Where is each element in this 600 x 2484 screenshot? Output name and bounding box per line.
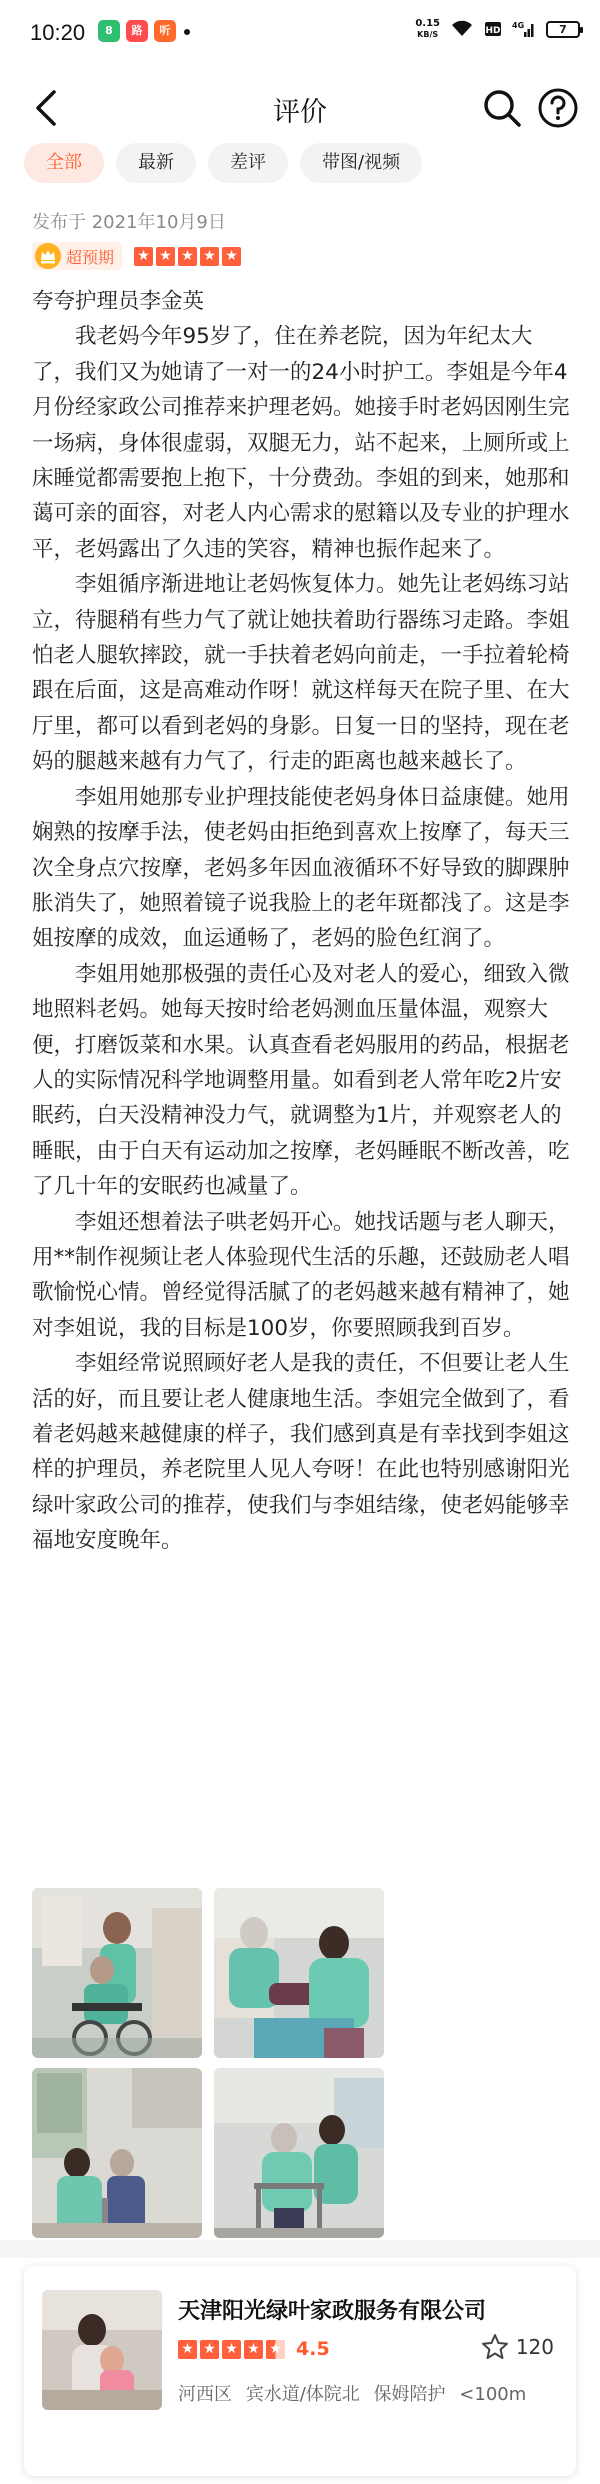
star-icon: ★	[178, 247, 197, 266]
half-star-icon: ★	[266, 2340, 285, 2359]
photo-leg-massage[interactable]	[214, 1888, 384, 2058]
shop-card[interactable]	[24, 2266, 576, 2476]
net-speed-value: 0.15	[415, 18, 440, 29]
star-icon: ★	[200, 247, 219, 266]
review-paragraph: 李姐循序渐进地让老妈恢复体力。她先让老妈练习站立，待腿稍有些力气了就让她扶着助行器练习走路。李姐怕老人腿软摔跤，就一手扶着老妈向前走，一手拉着轮椅跟在后面，这是高难动作呀！就这样每天在院子里、在大厅里，都可以看到老妈的身影。日复一日的坚持，现在老妈的腿越来越有力气了，行走的距离也越来越长了。	[32, 572, 570, 775]
star-icon: ★	[222, 2340, 241, 2359]
shop-meta	[178, 2380, 534, 2406]
wifi-icon	[450, 20, 474, 38]
shop-distance: <100m	[459, 2384, 527, 2405]
hd-icon	[484, 20, 502, 38]
net-speed	[415, 18, 440, 40]
shop-name: 天津阳光绿叶家政服务有限公司	[178, 2299, 487, 2324]
app-icon-red: 路	[126, 20, 148, 42]
publish-date: 发布于 2021年10月9日	[32, 212, 226, 233]
review-stars	[134, 247, 241, 266]
exceeds-expectation-badge	[32, 242, 122, 270]
star-icon: ★	[200, 2340, 219, 2359]
shop-rating	[178, 2338, 330, 2360]
status-time: 10:20	[30, 20, 86, 45]
review-paragraph: 李姐经常说照顾好老人是我的责任，不但要让老人生活的好，而且要让老人健康地生活。李姐完全做到了，看着老妈越来越健康的样子，我们感到真是有幸找到李姐这样的护理员，养老院里人见人夸呀！在此也特别感谢阳光绿叶家政公司的推荐，使我们与李姐结缘，使老妈能够幸福地安度晚年。	[32, 1351, 570, 1554]
status-bar	[0, 0, 600, 70]
svg-text:HD: HD	[485, 26, 501, 36]
crown-icon	[34, 242, 62, 270]
favorite-count: 120	[515, 2335, 554, 2359]
badge-label: 超预期	[66, 247, 115, 267]
app-icon-green: 8	[98, 20, 120, 42]
shop-category: 保姆陪护	[373, 2384, 446, 2405]
review-paragraph: 李姐用她那专业护理技能使老妈身体日益康健。她用娴熟的按摩手法，使老妈由拒绝到喜欢上按摩了，每天三次全身点穴按摩，老妈多年因血液循环不好导致的脚踝肿胀消失了，她照着镜子说我脸上的老年斑都浅了。这是李姐按摩的成效，血运通畅了，老妈的脸色红润了。	[32, 784, 570, 952]
tab-with-media[interactable]: 带图/视频	[300, 143, 422, 183]
svg-text:4G: 4G	[512, 21, 525, 30]
battery-icon: 7	[546, 21, 580, 38]
review-body	[32, 284, 572, 1559]
shop-area: 宾水道/体院北	[245, 2384, 360, 2405]
star-outline-icon	[480, 2332, 510, 2362]
tab-negative[interactable]: 差评	[208, 143, 288, 183]
review-rating-row	[32, 240, 241, 272]
review-title: 夸夸护理员李金英	[32, 289, 205, 314]
shop-district: 河西区	[178, 2384, 232, 2405]
review-paragraph: 我老妈今年95岁了，住在养老院，因为年纪太大了，我们又为她请了一对一的24小时护工。李姐是今年4月份经家政公司推荐来护理老妈。她接手时老妈因刚生完一场病，身体很虚弱，双腿无力，站不起来，上厕所或上床睡觉都需要抱上抱下，十分费劲。李姐的到来，她那和蔼可亲的面容，对老人内心需求的慰籍以及专业的护理水平，老妈露出了久违的笑容，精神也振作起来了。	[32, 324, 570, 562]
app-icon-orange: 听	[154, 20, 176, 42]
photo-caregiver-with-wheelchair[interactable]	[32, 1888, 202, 2058]
shop-score: 4.5	[296, 2338, 330, 2360]
page-title: 评价	[273, 97, 327, 128]
notification-dot-icon	[184, 29, 190, 35]
favorite-button[interactable]	[480, 2332, 554, 2362]
help-button[interactable]	[536, 86, 580, 130]
status-app-icons	[98, 20, 190, 42]
tab-all[interactable]: 全部	[24, 143, 104, 183]
review-photos	[32, 1888, 390, 2238]
shop-thumbnail	[42, 2290, 162, 2410]
photo-walker-assist[interactable]	[214, 2068, 384, 2238]
review-paragraph: 李姐还想着法子哄老妈开心。她找话题与老人聊天，用**制作视频让老人体验现代生活的乐趣，还鼓励老人唱歌愉悦心情。曾经觉得活腻了的老妈越来越有精神了，她对李姐说，我的目标是100岁，你要照顾我到百岁。	[32, 1209, 570, 1341]
photo-walking-practice[interactable]	[32, 2068, 202, 2238]
nav-bar	[0, 70, 600, 146]
star-icon: ★	[178, 2340, 197, 2359]
signal-4g-icon	[512, 20, 536, 38]
section-divider	[0, 2240, 600, 2258]
star-icon: ★	[156, 247, 175, 266]
star-icon: ★	[134, 247, 153, 266]
tab-latest[interactable]: 最新	[116, 143, 196, 183]
filter-tabs	[24, 143, 422, 183]
review-paragraph: 李姐用她那极强的责任心及对老人的爱心，细致入微地照料老妈。她每天按时给老妈测血压量体温，观察大便，打磨饭菜和水果。认真查看老妈服用的药品，根据老人的实际情况科学地调整用量。如看到老人常年吃2片安眠药，白天没精神没力气，就调整为1片，并观察老人的睡眠，由于白天有运动加之按摩，老妈睡眠不断改善，吃了几十年的安眠药也减量了。	[32, 961, 570, 1200]
net-speed-unit: KB/S	[417, 30, 439, 39]
search-icon	[480, 86, 524, 130]
search-button[interactable]	[480, 86, 524, 130]
star-icon: ★	[244, 2340, 263, 2359]
status-indicators	[415, 18, 580, 40]
star-icon: ★	[222, 247, 241, 266]
help-icon	[536, 86, 580, 130]
